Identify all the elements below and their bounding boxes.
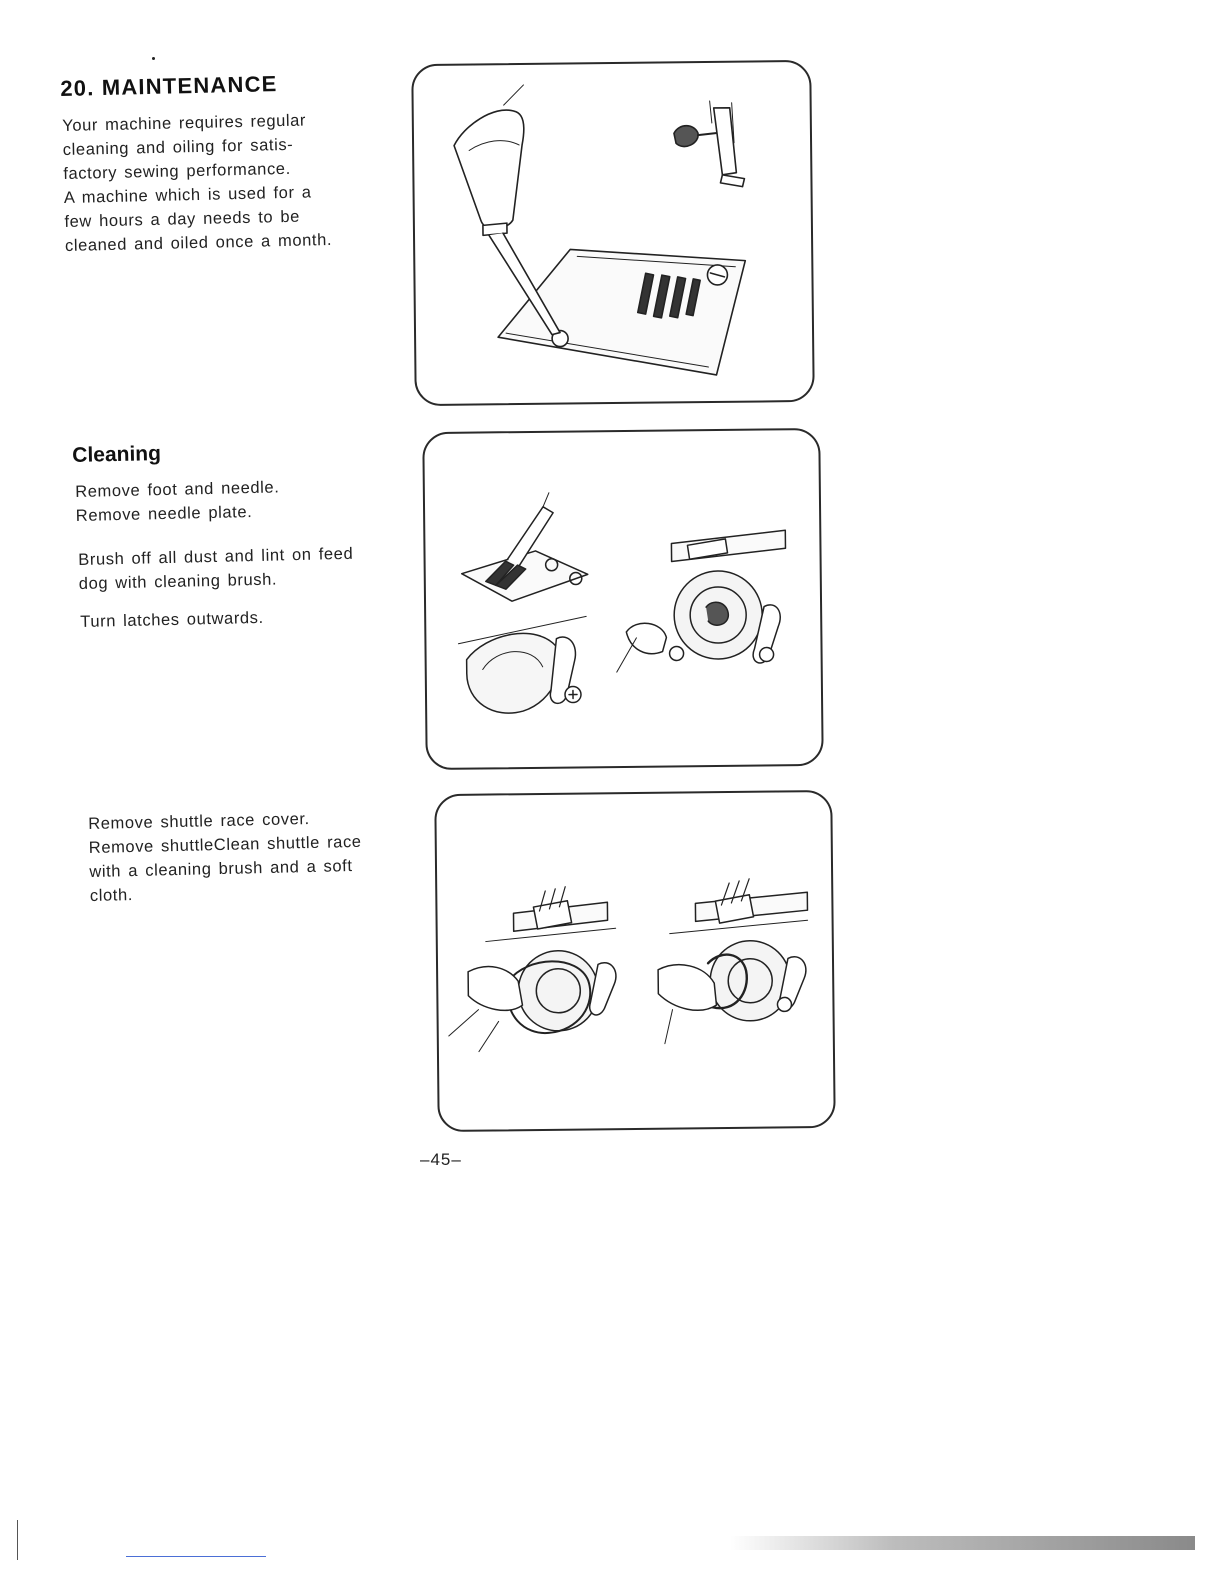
cleaning-step-brush (78, 541, 399, 596)
scan-margin-mark (17, 1520, 18, 1560)
shuttle-drawing (436, 792, 833, 1130)
needle-plate-drawing (413, 62, 813, 404)
step-line: Remove shuttleClean shuttle race (88, 832, 362, 857)
print-speck (152, 57, 155, 60)
step-line: dog with cleaning brush. (78, 570, 278, 593)
intro-paragraph (62, 107, 365, 258)
step-line: Remove shuttle race cover. (88, 809, 310, 833)
intro-line: cleaned and oiled once a month. (64, 230, 333, 255)
intro-line: A machine which is used for a (63, 183, 312, 207)
footer-rule (126, 1556, 266, 1557)
intro-line: Your machine requires regular (62, 111, 307, 135)
illustration-remove-shuttle (434, 790, 836, 1132)
cleaning-step-remove-parts (75, 473, 396, 528)
illustration-remove-needle-plate (411, 60, 815, 406)
step-line: Turn latches outwards. (80, 608, 264, 631)
intro-line: few hours a day needs to be (64, 207, 301, 231)
step-line: Remove needle plate. (75, 502, 253, 525)
page-number: –45– (420, 1150, 462, 1169)
step-line: Remove foot and needle. (75, 478, 280, 501)
intro-line: factory sewing performance. (63, 159, 291, 183)
illustration-brush-feed-dog (422, 428, 824, 770)
cleaning-step-shuttle (88, 805, 400, 908)
scan-edge-shadow (730, 1536, 1195, 1550)
intro-line: cleaning and oiling for satis- (62, 135, 294, 159)
step-line: with a cleaning brush and a soft (89, 857, 353, 881)
cleaning-step-latches (80, 603, 400, 634)
feed-dog-drawing (424, 430, 821, 768)
cleaning-heading: Cleaning (72, 441, 162, 467)
step-line: cloth. (89, 886, 134, 905)
step-line: Brush off all dust and lint on feed (78, 544, 354, 569)
section-title: 20. MAINTENANCE (60, 71, 278, 101)
